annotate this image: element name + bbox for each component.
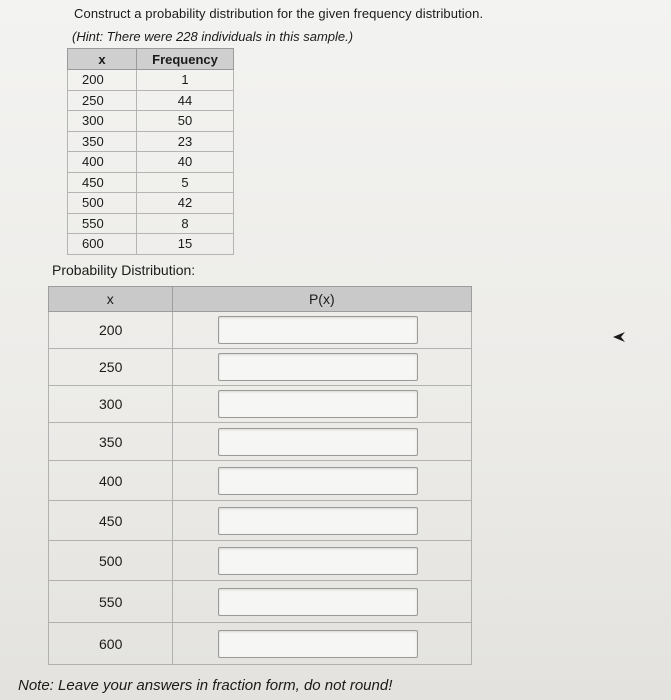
table-row (49, 541, 472, 581)
frequency-value-cell: 42 (137, 193, 234, 214)
frequency-table-header-frequency: Frequency (137, 49, 234, 70)
probability-answer-cell (172, 312, 471, 349)
probability-answer-cell (172, 623, 471, 665)
probability-answer-cell (172, 349, 471, 386)
table-row (49, 461, 472, 501)
probability-x-cell: 250 (49, 349, 173, 386)
instruction-text: Construct a probability distribution for the given frequency distribution. (74, 6, 484, 21)
note-text: Note: Leave your answers in fraction form, do not round! (18, 677, 393, 694)
table-row (68, 90, 234, 111)
frequency-value-cell: 50 (137, 111, 234, 132)
table-row (49, 423, 472, 461)
frequency-x-cell: 200 (68, 70, 137, 91)
table-row (68, 70, 234, 91)
px-answer-input-550[interactable] (218, 588, 418, 616)
probability-x-cell: 450 (49, 501, 173, 541)
px-answer-input-500[interactable] (218, 547, 418, 575)
probability-table-header-row (49, 287, 472, 312)
table-row (68, 213, 234, 234)
table-row (68, 152, 234, 173)
frequency-table (67, 48, 234, 255)
table-row (68, 172, 234, 193)
probability-answer-cell (172, 461, 471, 501)
frequency-x-cell: 300 (68, 111, 137, 132)
probability-x-cell: 300 (49, 386, 173, 423)
px-answer-input-300[interactable] (218, 390, 418, 418)
probability-x-cell: 200 (49, 312, 173, 349)
probability-x-cell: 550 (49, 581, 173, 623)
frequency-x-cell: 350 (68, 131, 137, 152)
px-answer-input-250[interactable] (218, 353, 418, 381)
probability-x-cell: 500 (49, 541, 173, 581)
frequency-x-cell: 500 (68, 193, 137, 214)
px-answer-input-400[interactable] (218, 467, 418, 495)
frequency-x-cell: 550 (68, 213, 137, 234)
frequency-value-cell: 15 (137, 234, 234, 255)
table-row (49, 501, 472, 541)
probability-table-header-px: P(x) (172, 287, 471, 312)
cursor-icon (612, 330, 626, 344)
frequency-value-cell: 40 (137, 152, 234, 173)
frequency-value-cell: 1 (137, 70, 234, 91)
frequency-x-cell: 450 (68, 172, 137, 193)
frequency-x-cell: 400 (68, 152, 137, 173)
frequency-value-cell: 44 (137, 90, 234, 111)
probability-answer-cell (172, 541, 471, 581)
frequency-x-cell: 600 (68, 234, 137, 255)
frequency-value-cell: 23 (137, 131, 234, 152)
table-row (49, 386, 472, 423)
frequency-x-cell: 250 (68, 90, 137, 111)
probability-x-cell: 600 (49, 623, 173, 665)
probability-answer-cell (172, 386, 471, 423)
table-row (49, 623, 472, 665)
table-row (49, 349, 472, 386)
frequency-value-cell: 5 (137, 172, 234, 193)
frequency-value-cell: 8 (137, 213, 234, 234)
table-row (49, 312, 472, 349)
frequency-table-header-x: x (68, 49, 137, 70)
probability-answer-cell (172, 501, 471, 541)
probability-answer-cell (172, 423, 471, 461)
px-answer-input-350[interactable] (218, 428, 418, 456)
probability-x-cell: 350 (49, 423, 173, 461)
probability-answer-cell (172, 581, 471, 623)
probability-x-cell: 400 (49, 461, 173, 501)
probability-distribution-heading: Probability Distribution: (52, 262, 196, 278)
table-row (68, 234, 234, 255)
table-row (68, 111, 234, 132)
frequency-table-header-row (68, 49, 234, 70)
px-answer-input-450[interactable] (218, 507, 418, 535)
probability-table-header-x: x (49, 287, 173, 312)
px-answer-input-600[interactable] (218, 630, 418, 658)
px-answer-input-200[interactable] (218, 316, 418, 344)
probability-table (48, 286, 472, 665)
hint-text: (Hint: There were 228 individuals in this sample.) (72, 29, 354, 44)
table-row (68, 131, 234, 152)
table-row (49, 581, 472, 623)
table-row (68, 193, 234, 214)
